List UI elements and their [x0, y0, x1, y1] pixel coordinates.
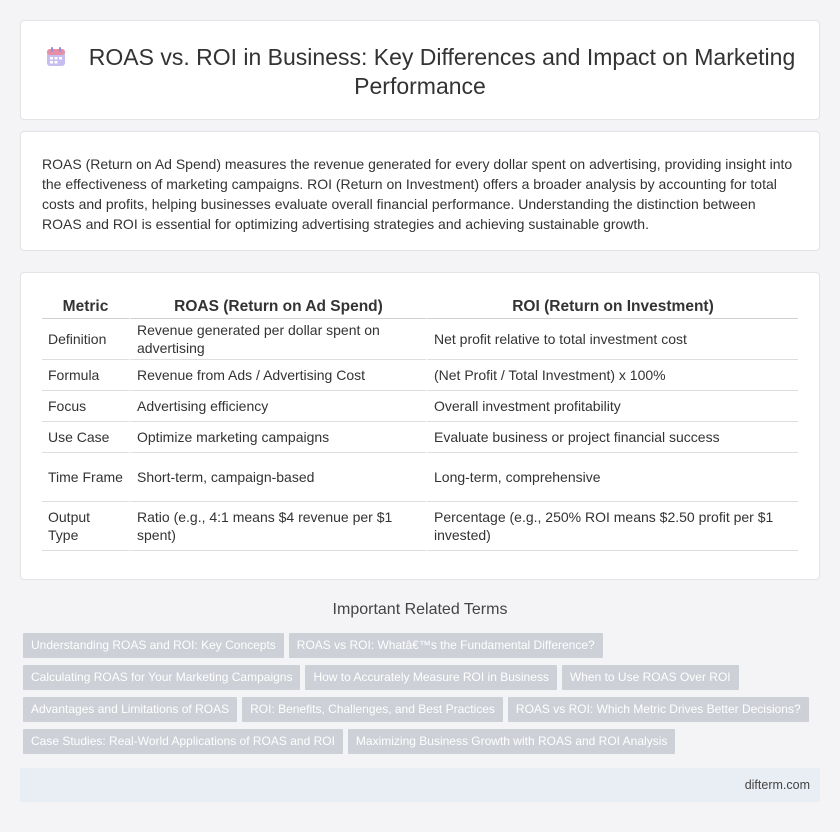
intro-card: [20, 131, 820, 251]
footer: [20, 768, 820, 802]
table-cell: Revenue from Ads / Advertising Cost: [129, 360, 426, 391]
table-row: [42, 502, 798, 551]
column-header: ROI (Return on Investment): [426, 295, 798, 319]
related-terms-list: [23, 633, 823, 761]
table-row: [42, 422, 798, 453]
related-term-tag[interactable]: Case Studies: Real-World Applications of ROAS and ROI: [23, 729, 343, 754]
table-row: [42, 391, 798, 422]
page-title-text: ROAS vs. ROI in Business: Key Differences and Impact on Marketing Performance: [88, 44, 796, 99]
related-term-tag[interactable]: ROAS vs ROI: Whatâ€™s the Fundamental Difference?: [289, 633, 603, 658]
site-brand-link[interactable]: difterm.com: [744, 778, 810, 792]
column-header: ROAS (Return on Ad Spend): [129, 295, 426, 319]
comparison-table: [42, 295, 798, 551]
related-terms-title: Important Related Terms: [332, 601, 508, 618]
table-cell: Focus: [42, 391, 129, 422]
table-cell: Formula: [42, 360, 129, 391]
table-row: [42, 360, 798, 391]
related-term-tag[interactable]: ROAS vs ROI: Which Metric Drives Better Decisions?: [508, 697, 809, 722]
table-cell: Definition: [42, 319, 129, 360]
table-cell: Evaluate business or project financial success: [426, 422, 798, 453]
table-row: [42, 453, 798, 502]
related-term-tag[interactable]: Maximizing Business Growth with ROAS and ROI Analysis: [348, 729, 675, 754]
table-cell: Output Type: [42, 502, 129, 551]
calendar-icon: [45, 46, 67, 68]
related-term-tag[interactable]: Calculating ROAS for Your Marketing Campaigns: [23, 665, 300, 690]
related-term-tag[interactable]: When to Use ROAS Over ROI: [562, 665, 739, 690]
table-cell: Short-term, campaign-based: [129, 453, 426, 502]
table-cell: Ratio (e.g., 4:1 means $4 revenue per $1 spent): [129, 502, 426, 551]
table-cell: Revenue generated per dollar spent on advertising: [129, 319, 426, 360]
table-header-row: [42, 295, 798, 319]
table-cell: (Net Profit / Total Investment) x 100%: [426, 360, 798, 391]
related-term-tag[interactable]: Understanding ROAS and ROI: Key Concepts: [23, 633, 284, 658]
table-cell: Net profit relative to total investment cost: [426, 319, 798, 360]
column-header: Metric: [42, 295, 129, 319]
title-card: [20, 20, 820, 120]
table-cell: Time Frame: [42, 453, 129, 502]
related-term-tag[interactable]: ROI: Benefits, Challenges, and Best Practices: [242, 697, 503, 722]
table-cell: Overall investment profitability: [426, 391, 798, 422]
related-term-tag[interactable]: Advantages and Limitations of ROAS: [23, 697, 237, 722]
comparison-table-card: [20, 272, 820, 580]
table-cell: Advertising efficiency: [129, 391, 426, 422]
table-cell: Long-term, comprehensive: [426, 453, 798, 502]
table-row: [42, 319, 798, 360]
table-cell: Optimize marketing campaigns: [129, 422, 426, 453]
table-cell: Use Case: [42, 422, 129, 453]
page-title: [21, 43, 819, 101]
intro-paragraph: ROAS (Return on Ad Spend) measures the revenue generated for every dollar spent on advertising, providing insight into the effectiveness of marketing campaigns. ROI (Return on Investment) offers a broader analysis by accounting for total costs and profits, helping businesses evaluate overall financial performance. Understanding the distinction between ROAS and ROI is essential for optimizing advertising strategies and achieving sustainable growth.: [42, 156, 793, 232]
related-term-tag[interactable]: How to Accurately Measure ROI in Business: [305, 665, 556, 690]
table-cell: Percentage (e.g., 250% ROI means $2.50 profit per $1 invested): [426, 502, 798, 551]
